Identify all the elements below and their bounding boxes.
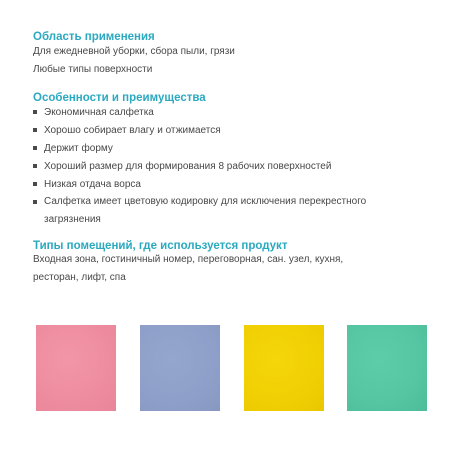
rooms-line-2: ресторан, лифт, спа — [33, 272, 126, 283]
feature-text: Экономичная салфетка — [44, 107, 154, 118]
pink-cloth-swatch — [36, 325, 116, 411]
rooms-line-1: Входная зона, гостиничный номер, переговорная, сан. узел, кухня, — [33, 254, 344, 265]
feature-text: Держит форму — [44, 143, 113, 154]
list-item — [33, 106, 433, 124]
feature-text: Хорошо собирает влагу и отжимается — [44, 125, 221, 136]
green-cloth-swatch — [347, 325, 427, 411]
features-list — [33, 106, 433, 229]
list-item — [33, 142, 433, 160]
feature-text: Низкая отдача ворса — [44, 179, 141, 190]
list-item — [33, 160, 433, 178]
feature-text: Салфетка имеет цветовую кодировку для исключения перекрестного загрязнения — [44, 196, 367, 225]
list-item — [33, 193, 416, 229]
bullet-icon — [33, 128, 37, 132]
bullet-icon — [33, 110, 37, 114]
list-item — [33, 124, 433, 142]
bullet-icon — [33, 182, 37, 186]
blue-cloth-swatch — [140, 325, 220, 411]
bullet-icon — [33, 146, 37, 150]
feature-text: Хороший размер для формирования 8 рабочих поверхностей — [44, 161, 332, 172]
yellow-cloth-swatch — [244, 325, 324, 411]
application-heading: Область применения — [33, 31, 155, 43]
bullet-icon — [33, 164, 37, 168]
application-line-2: Любые типы поверхности — [33, 64, 153, 75]
bullet-icon — [33, 200, 37, 204]
rooms-heading: Типы помещений, где используется продукт — [33, 240, 288, 252]
features-heading: Особенности и преимущества — [33, 92, 206, 104]
application-line-1: Для ежедневной уборки, сбора пыли, грязи — [33, 46, 235, 57]
